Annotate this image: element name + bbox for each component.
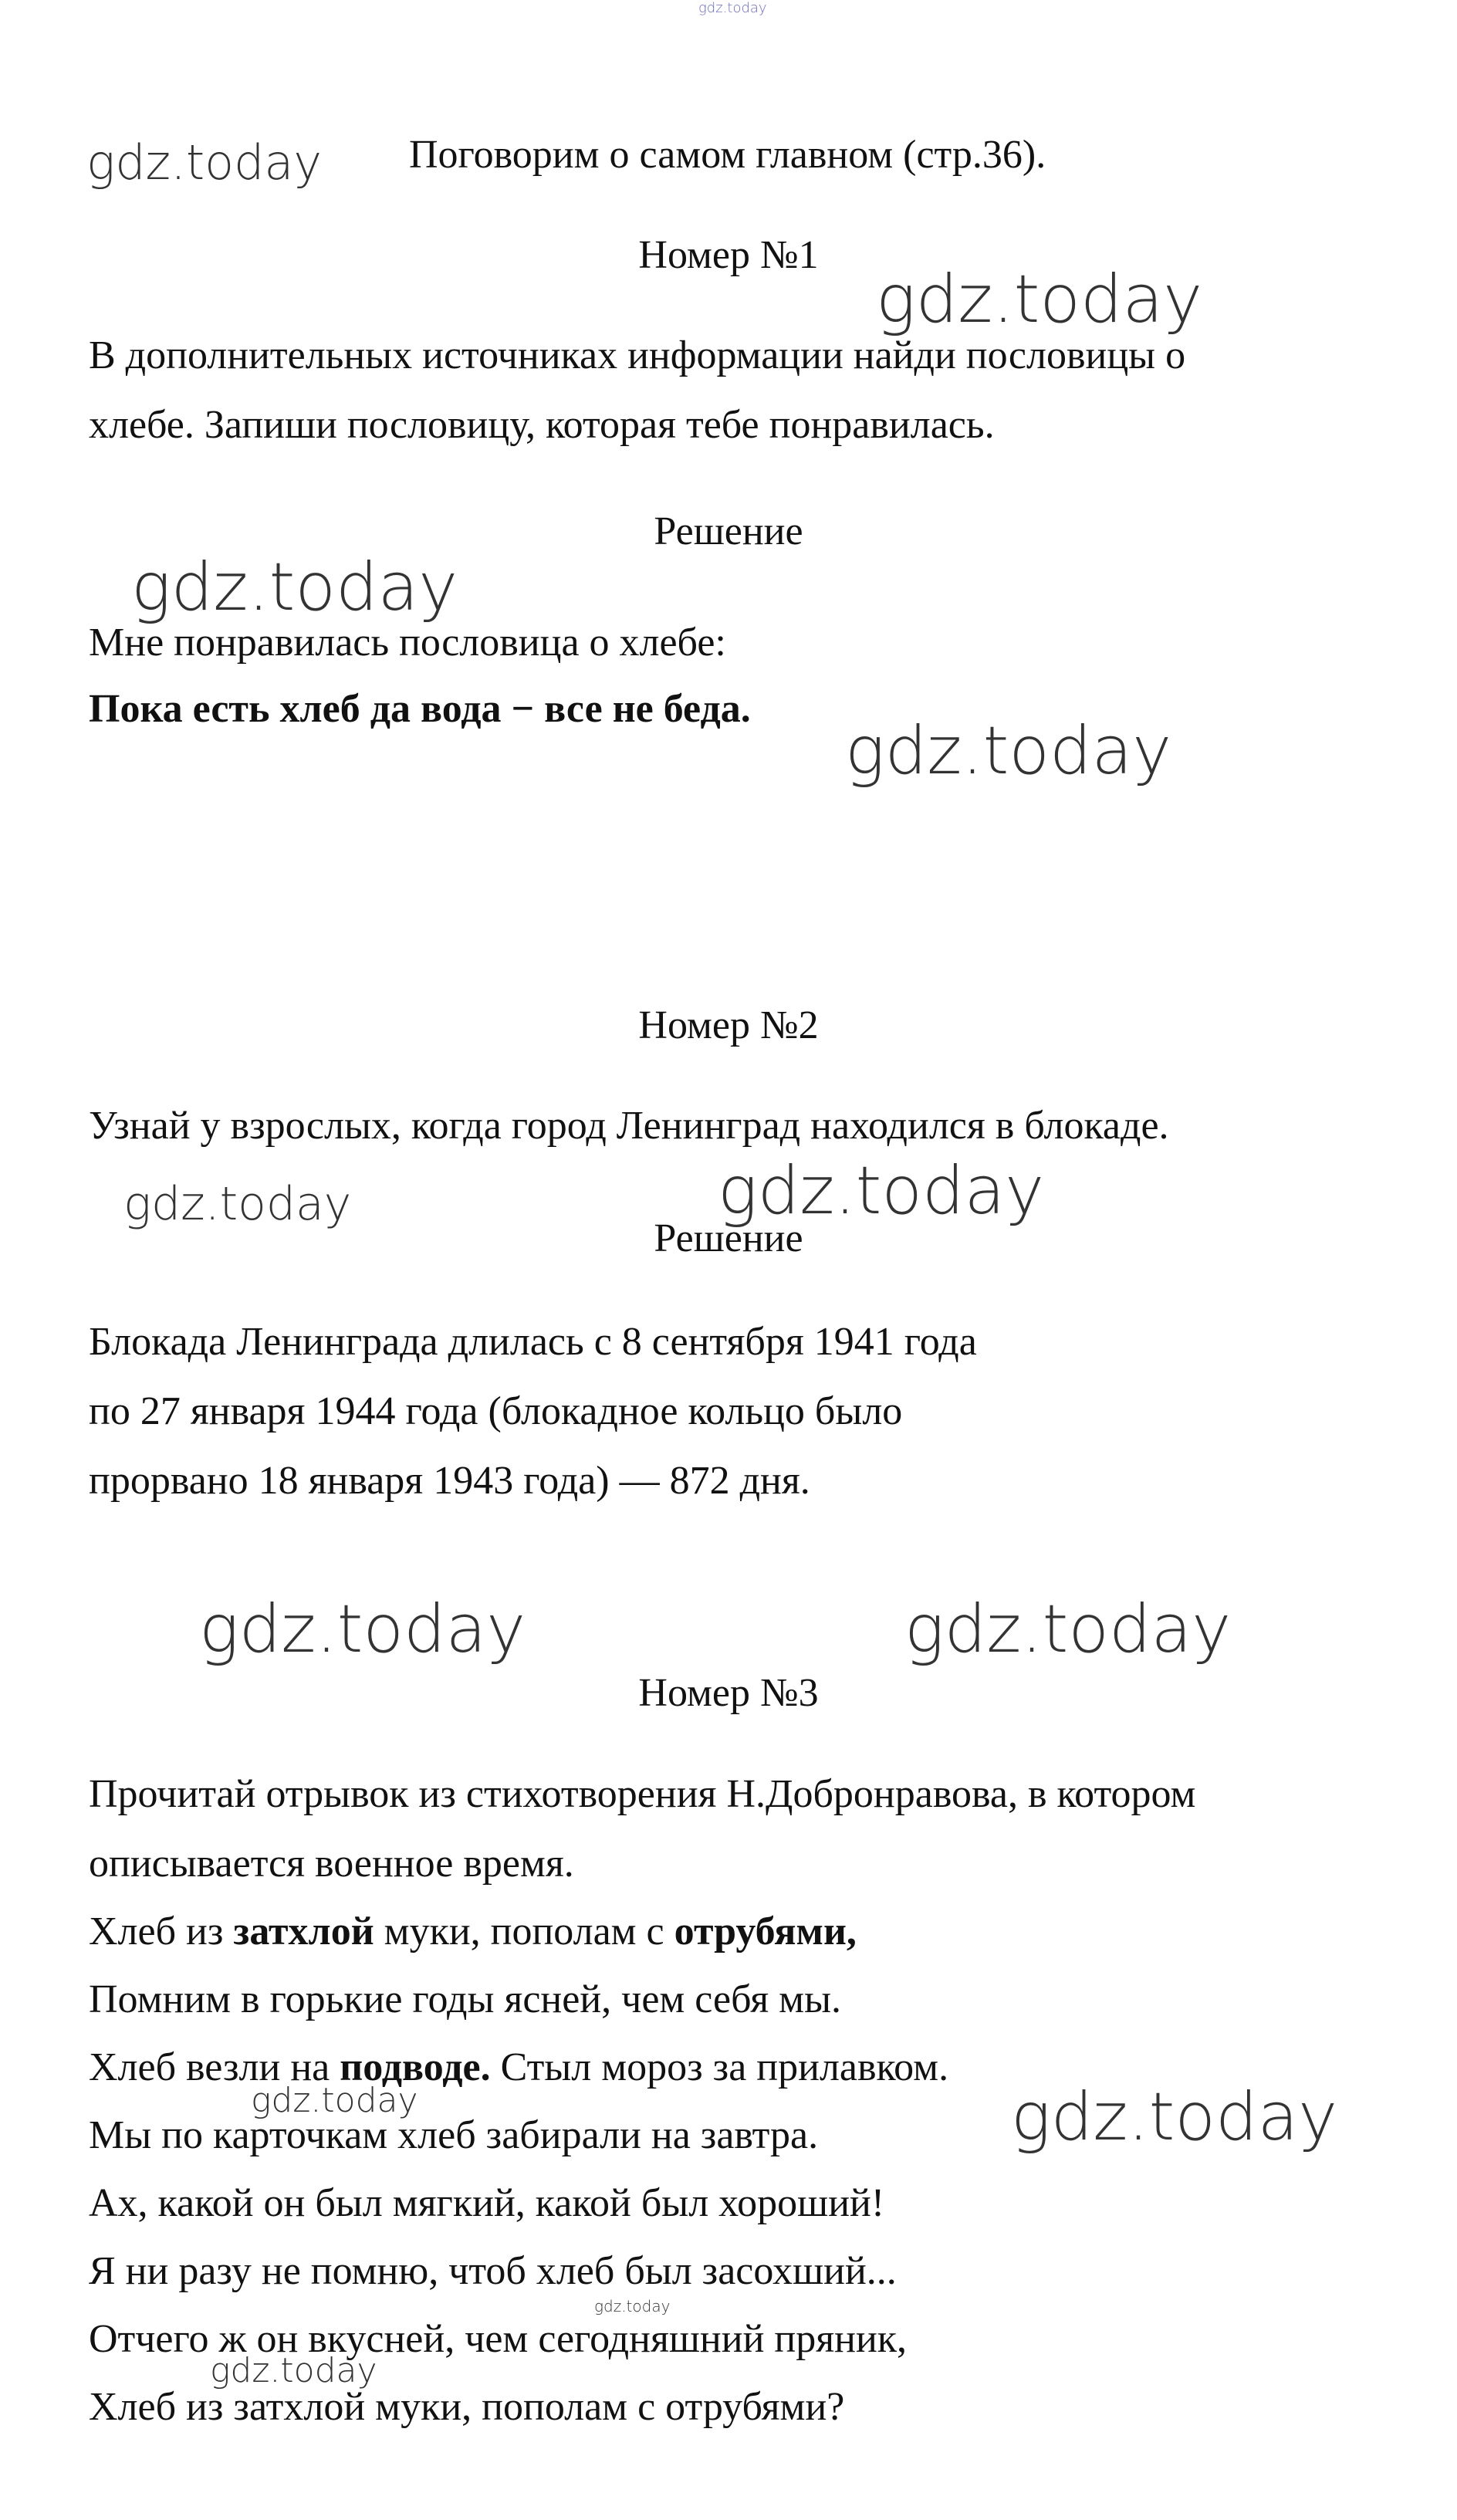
watermark: gdz.today: [86, 134, 323, 191]
task1-heading: Номер №1: [638, 233, 819, 277]
poem-text: Хлеб из: [89, 1909, 234, 1953]
watermark-top: gdz.today: [698, 0, 767, 16]
task1-solution-label: Решение: [654, 509, 803, 553]
poem-text: Хлеб везли на: [89, 2045, 340, 2089]
task1-answer-intro: Мне понравилась пословица о хлебе:: [89, 621, 726, 665]
poem-bold-word: затхлой: [233, 1909, 374, 1953]
task1-question-line: хлебе. Запиши пословицу, которая тебе понравилась.: [89, 403, 995, 447]
watermark: gdz.today: [210, 2351, 377, 2390]
poem-line: Помним в горькие годы ясней, чем себя мы.: [89, 1977, 842, 2021]
poem-line: Хлеб из затхлой муки, пополам с отрубями?: [89, 2385, 845, 2429]
poem-line: [89, 2045, 948, 2089]
task1-question-line: В дополнительных источниках информации найди пословицы о: [89, 333, 1186, 377]
watermark: gdz.today: [123, 1177, 352, 1231]
poem-bold-word: подводе.: [340, 2045, 491, 2089]
watermark: gdz.today: [845, 712, 1172, 790]
task2-answer-line: прорвано 18 января 1943 года) — 872 дня.: [89, 1459, 810, 1503]
poem-text: муки, пополам с: [374, 1909, 674, 1953]
watermark: gdz.today: [131, 549, 458, 626]
watermark: gdz.today: [904, 1591, 1232, 1668]
poem-line: [89, 1909, 857, 1953]
poem-line: Ах, какой он был мягкий, какой был хороший!: [89, 2181, 885, 2225]
task1-answer-proverb: Пока есть хлеб да вода − все не беда.: [89, 687, 751, 731]
task2-answer-line: по 27 января 1944 года (блокадное кольцо было: [89, 1389, 903, 1433]
watermark: gdz.today: [594, 2297, 671, 2315]
poem-line: Мы по карточкам хлеб забирали на завтра.: [89, 2113, 819, 2157]
task2-answer-line: Блокада Ленинграда длилась с 8 сентября 1941 года: [89, 1320, 977, 1364]
watermark: gdz.today: [718, 1152, 1045, 1230]
poem-bold-word: отрубями,: [674, 1909, 857, 1953]
poem-line: Я ни разу не помню, чтоб хлеб был засохший...: [89, 2249, 897, 2293]
task2-heading: Номер №2: [638, 1003, 819, 1047]
poem-text: Стыл мороз за прилавком.: [490, 2045, 949, 2089]
task3-question-line: описывается военное время.: [89, 1842, 574, 1886]
task2-solution-label: Решение: [654, 1216, 803, 1260]
watermark: gdz.today: [251, 2081, 418, 2120]
task3-heading: Номер №3: [638, 1671, 819, 1715]
task2-question: Узнай у взрослых, когда город Ленинград находился в блокаде.: [89, 1104, 1169, 1148]
page-title: Поговорим о самом главном (стр.36).: [409, 133, 1046, 177]
poem-line: Отчего ж он вкусней, чем сегодняшний пряник,: [89, 2317, 908, 2361]
task3-question-line: Прочитай отрывок из стихотворения Н.Добронравова, в котором: [89, 1772, 1196, 1816]
watermark: gdz.today: [1011, 2079, 1338, 2156]
watermark: gdz.today: [876, 261, 1203, 338]
watermark: gdz.today: [199, 1591, 526, 1668]
